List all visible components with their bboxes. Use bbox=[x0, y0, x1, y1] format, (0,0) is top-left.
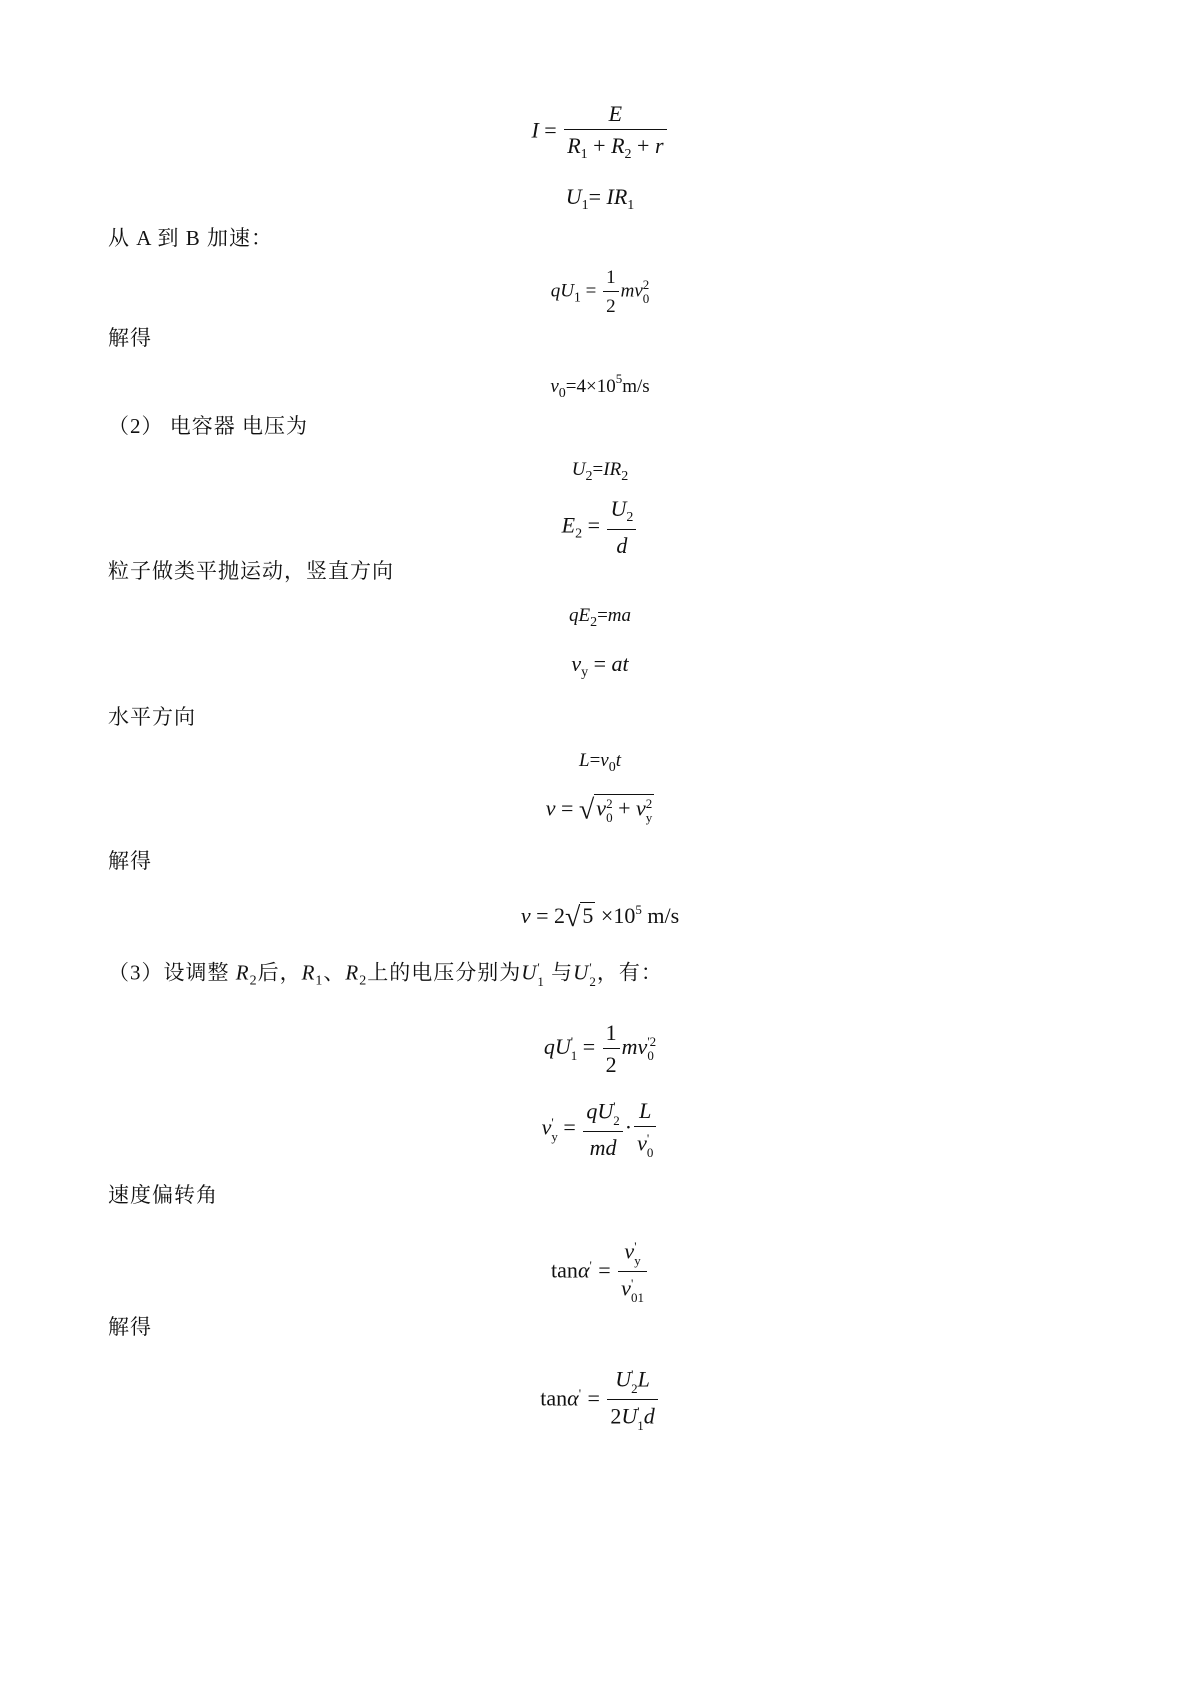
equation-v0-result: $v_0=4\times 10^5m/s$ bbox=[550, 371, 650, 401]
equation-u2: $U_2=IR_2$ bbox=[571, 459, 629, 484]
text-line: 从 A 到 B 加速： bbox=[108, 226, 274, 250]
equation-force: $qE_2=ma$ bbox=[568, 605, 632, 630]
equation-speed: v = √v 2 0 + v 2 y bbox=[545, 794, 653, 826]
equation-current: I = $\frac{E}{R_1 + R_2 + r}$ bbox=[0, 103, 1200, 162]
equation-u1: $U_1= IR_1$ bbox=[565, 184, 635, 213]
text-line: 解得 bbox=[108, 849, 152, 873]
equation-v-result: $v = 2√5 \times 10^5$ m/s bbox=[520, 902, 680, 933]
text-line-part3: （3）设调整 $R_2$后，$R_1$、$R_2$上的电压分别为U ' 1 与U ' 2 ，有： bbox=[108, 960, 663, 989]
equation-horizontal: $L=v_0t$ bbox=[578, 750, 621, 775]
equation-field: $E_2$ = $\frac{U_2}{d}$ bbox=[0, 498, 1200, 557]
equation-deflection-result: tanα ' = U ' 2 L 2U ' 1 d bbox=[0, 1368, 1200, 1433]
text-line: 速度偏转角 bbox=[108, 1183, 218, 1207]
equation-acceleration: $qU_1$ = $\frac{1}{2}$ mv 2 0 bbox=[550, 267, 650, 317]
equation-acceleration-adjusted: qU ' 1 = $\frac{1}{2}$ mv '2 0 bbox=[543, 1020, 657, 1077]
equation-vy: $v_y$ = at bbox=[571, 651, 629, 680]
equation-deflection-angle: tanα ' = v ' y v ' 01 bbox=[0, 1240, 1200, 1305]
text-line: 解得 bbox=[108, 326, 152, 350]
text-line: 水平方向 bbox=[108, 705, 196, 729]
text-line: 粒子做类平抛运动，竖直方向 bbox=[108, 559, 394, 583]
equation-vy-adjusted: v ' y = qU ' 2 md · L v ' 0 bbox=[0, 1100, 1200, 1159]
text-line: 解得 bbox=[108, 1315, 152, 1339]
text-line: （2） 电容器 电压为 bbox=[108, 414, 308, 438]
